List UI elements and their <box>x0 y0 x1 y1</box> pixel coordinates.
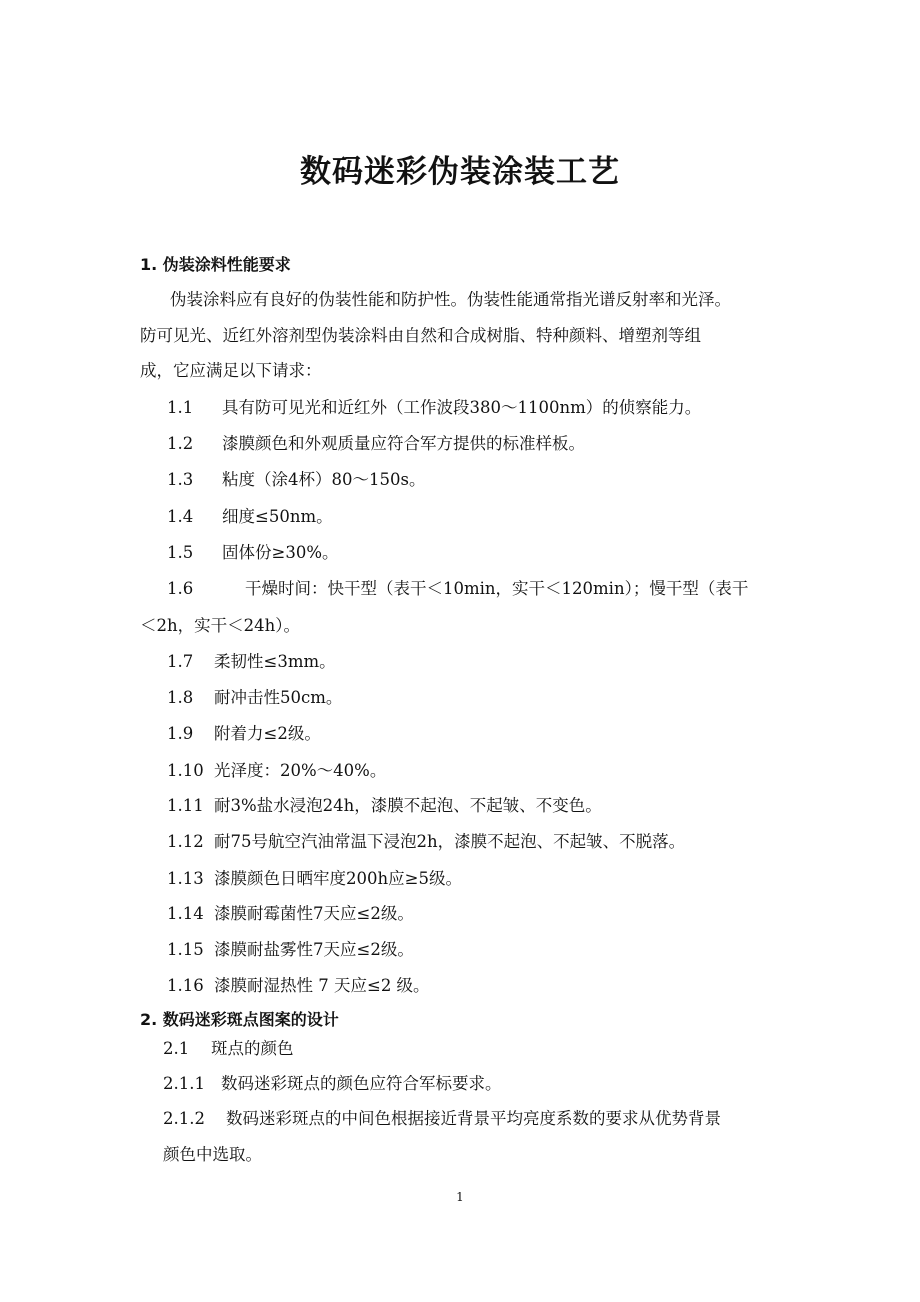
requirement-item <box>167 397 701 419</box>
requirement-item <box>167 542 339 564</box>
paragraph-line: 防可见光、近红外溶剂型伪装涂料由自然和合成树脂、特种颜料、增塑剂等组 <box>140 326 701 345</box>
item-text: 数码迷彩斑点的中间色根据接近背景平均亮度系数的要求从优势背景 <box>226 1109 721 1128</box>
requirement-item <box>167 469 425 491</box>
item-number: 1.6 <box>167 579 194 598</box>
item-number: 2.1 <box>163 1039 190 1058</box>
item-number: 1.13 <box>167 869 204 888</box>
item-number: 1.7 <box>167 652 194 671</box>
design-item <box>163 1038 294 1060</box>
item-number: 1.8 <box>167 688 194 707</box>
requirement-item <box>167 831 685 853</box>
item-text: 漆膜颜色和外观质量应符合军方提供的标准样板。 <box>222 434 585 453</box>
item-text: 附着力≤2级。 <box>214 724 321 743</box>
item-number: 1.11 <box>167 796 204 815</box>
item-text: 细度≤50nm。 <box>222 507 333 526</box>
item-number: 1.10 <box>167 761 204 780</box>
page-number: 1 <box>456 1190 464 1204</box>
item-number: 1.4 <box>167 507 194 526</box>
item-number: 1.5 <box>167 543 194 562</box>
requirement-item <box>167 506 333 528</box>
item-number: 1.9 <box>167 724 194 743</box>
item-number: 1.3 <box>167 470 194 489</box>
item-text: 柔韧性≤3mm。 <box>214 652 336 671</box>
item-text: 光泽度：20%～40%。 <box>214 761 387 780</box>
item-number: 1.16 <box>167 976 204 995</box>
requirement-item <box>167 651 336 673</box>
item-text: 漆膜颜色日晒牢度200h应≥5级。 <box>214 869 462 888</box>
item-number: 1.1 <box>167 398 194 417</box>
requirement-item <box>167 939 414 961</box>
item-number: 1.14 <box>167 904 204 923</box>
design-item <box>163 1073 502 1095</box>
item-text: 耐75号航空汽油常温下浸泡2h，漆膜不起泡、不起皱、不脱落。 <box>214 832 686 851</box>
item-number: 1.2 <box>167 434 194 453</box>
item-text: 固体份≥30%。 <box>222 543 339 562</box>
item-number: 2.1.2 <box>163 1109 205 1128</box>
item-text: 耐冲击性50cm。 <box>214 688 343 707</box>
requirement-item <box>167 433 585 455</box>
item-text: 耐3%盐水浸泡24h，漆膜不起泡、不起皱、不变色。 <box>214 796 602 815</box>
design-item <box>163 1108 721 1130</box>
item-text: 漆膜耐湿热性 7 天应≤2 级。 <box>214 976 430 995</box>
requirement-item <box>167 903 414 925</box>
item-text: 干燥时间：快干型（表干＜10min，实干＜120min）；慢干型（表干 <box>245 579 749 598</box>
item-number: 2.1.1 <box>163 1074 205 1093</box>
item-text: 数码迷彩斑点的颜色应符合军标要求。 <box>221 1074 502 1093</box>
item-text: 漆膜耐盐雾性7天应≤2级。 <box>214 940 414 959</box>
requirement-item <box>167 975 430 997</box>
item-continuation: ＜2h，实干＜24h）。 <box>140 616 300 635</box>
requirement-item <box>167 868 462 890</box>
requirement-item <box>167 723 321 745</box>
item-text: 斑点的颜色 <box>211 1039 294 1058</box>
section-2-heading: 2. 数码迷彩斑点图案的设计 <box>140 1010 339 1029</box>
document-title: 数码迷彩伪装涂装工艺 <box>300 154 620 190</box>
item-text: 粘度（涂4杯）80～150s。 <box>222 470 426 489</box>
paragraph-line: 成，它应满足以下请求： <box>140 361 322 380</box>
requirement-item <box>167 760 386 782</box>
item-text: 具有防可见光和近红外（工作波段380～1100nm）的侦察能力。 <box>222 398 702 417</box>
section-1-heading: 1. 伪装涂料性能要求 <box>140 255 291 274</box>
requirement-item <box>167 578 748 600</box>
requirement-item <box>167 687 342 709</box>
item-continuation: 颜色中选取。 <box>163 1145 262 1164</box>
item-number: 1.15 <box>167 940 204 959</box>
requirement-item <box>167 795 602 817</box>
paragraph-line: 伪装涂料应有良好的伪装性能和防护性。伪装性能通常指光谱反射率和光泽。 <box>170 290 731 309</box>
item-text: 漆膜耐霉菌性7天应≤2级。 <box>214 904 414 923</box>
item-number: 1.12 <box>167 832 204 851</box>
